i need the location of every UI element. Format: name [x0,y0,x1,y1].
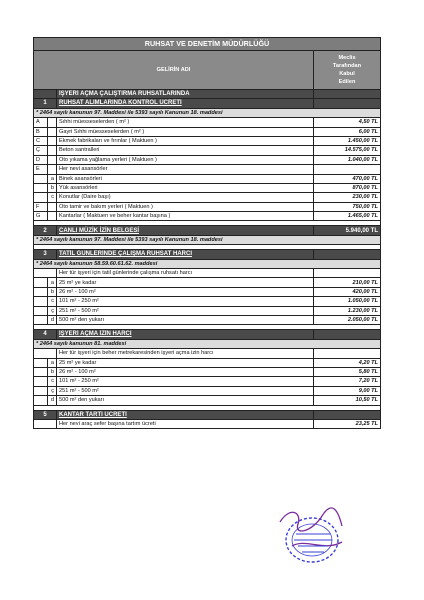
section1-title-line1: İŞYERİ AÇMA ÇALIŞTIRMA RUHSATLARINDA [57,90,314,99]
section4-title: İŞYERİ AÇMA İZİN HARCI [57,330,314,339]
section4-number: 4 [34,330,57,339]
income-name-header: GELİRİN ADI [34,51,314,90]
table-row: a Binek asansörleri 470,00 TL [34,174,381,183]
section1-title-line2: RUHSAT ALIMLARINDA KONTROL ÜCRETİ [57,99,314,108]
table-row: c Konutlar (Daire başı) 230,00 TL [34,193,381,202]
document-title: RUHSAT VE DENETİM MÜDÜRLÜĞÜ [34,38,381,51]
table-row: b 26 m² - 100 m² 420,00 TL [34,287,381,296]
table-row: c 101 m² - 250 m² 1.050,00 TL [34,297,381,306]
section3-law-reference: * 2464 sayılı kanunun 58.59.60.61.62. maddesi [34,259,381,268]
section2-number: 2 [34,226,57,235]
section3-number: 3 [34,250,57,259]
fee-schedule-document [33,37,380,429]
table-row: Her tür işyeri için beher metrekaresinden işyeri açma izin harcı [34,349,381,358]
table-row: E Her nevi asansörler [34,165,381,174]
table-row: Her nevi araç sefer başına tartım ücreti 23,25 TL [34,419,381,428]
table-row: G Kantarlar ( Maktuen ve beher kantar başına ) 1.465,00 TL [34,212,381,221]
official-stamp-signature [272,502,356,568]
table-row: a 25 m² ye kadar 4,20 TL [34,358,381,367]
table-row: A Sıhhi müesseselerden ( m² ) 4,50 TL [34,118,381,127]
section1-law-reference: * 2464 sayılı kanunun 97. Maddesi ile 5393 sayılı Kanunun 18. maddesi [34,108,381,117]
table-row: ç 251 m² - 500 m² 9,00 TL [34,386,381,395]
section5-title: KANTAR TARTI ÜCRETİ [57,410,314,419]
table-row: Ç Beton santralleri 14.575,00 TL [34,146,381,155]
table-row: c 101 m² - 250 m² 7,20 TL [34,377,381,386]
council-accepted-header: Meclis Tarafından Kabul Edilen [314,51,381,90]
table-row: d 500 m² den yukarı 2.050,00 TL [34,315,381,324]
table-row: a 25 m² ye kadar 210,00 TL [34,278,381,287]
section5-number: 5 [34,410,57,419]
table-row: d 500 m² den yukarı 10,50 TL [34,396,381,405]
fee-table [33,37,381,429]
table-row: b 26 m² - 100 m² 5,80 TL [34,367,381,376]
section4-law-reference: * 2464 sayılı kanunun 81. maddesi [34,339,381,348]
section2-amount: 5.940,00 TL [314,226,381,235]
section1-number: 1 [34,99,57,108]
table-row: ç 251 m² - 500 m² 1.230,00 TL [34,306,381,315]
table-row: Her tür işyeri için tatil günlerinde çalışma ruhsatı harcı [34,269,381,278]
table-row: D Oto yıkama yağlama yerleri ( Maktuen ) 1.040,00 TL [34,155,381,164]
table-row: F Oto tamir ve bakım yerleri ( Maktuen ) 750,00 TL [34,202,381,211]
table-row: C Ekmek fabrikaları ve fırınlar ( Maktuen ) 1.450,00 TL [34,136,381,145]
table-row: b Yük asansörleri 870,00 TL [34,183,381,192]
section3-title: TATİL GÜNLERİNDE ÇALIŞMA RUHSAT HARCI [57,250,314,259]
section2-title: CANLI MÜZİK İZİN BELGESİ [57,226,314,235]
section2-law-reference: * 2464 sayılı kanunun 97. Maddesi ile 5393 sayılı Kanunun 18. maddesi [34,235,381,244]
table-row: B Gayri Sıhhi müesseselerden ( m² ) 6,00 TL [34,127,381,136]
